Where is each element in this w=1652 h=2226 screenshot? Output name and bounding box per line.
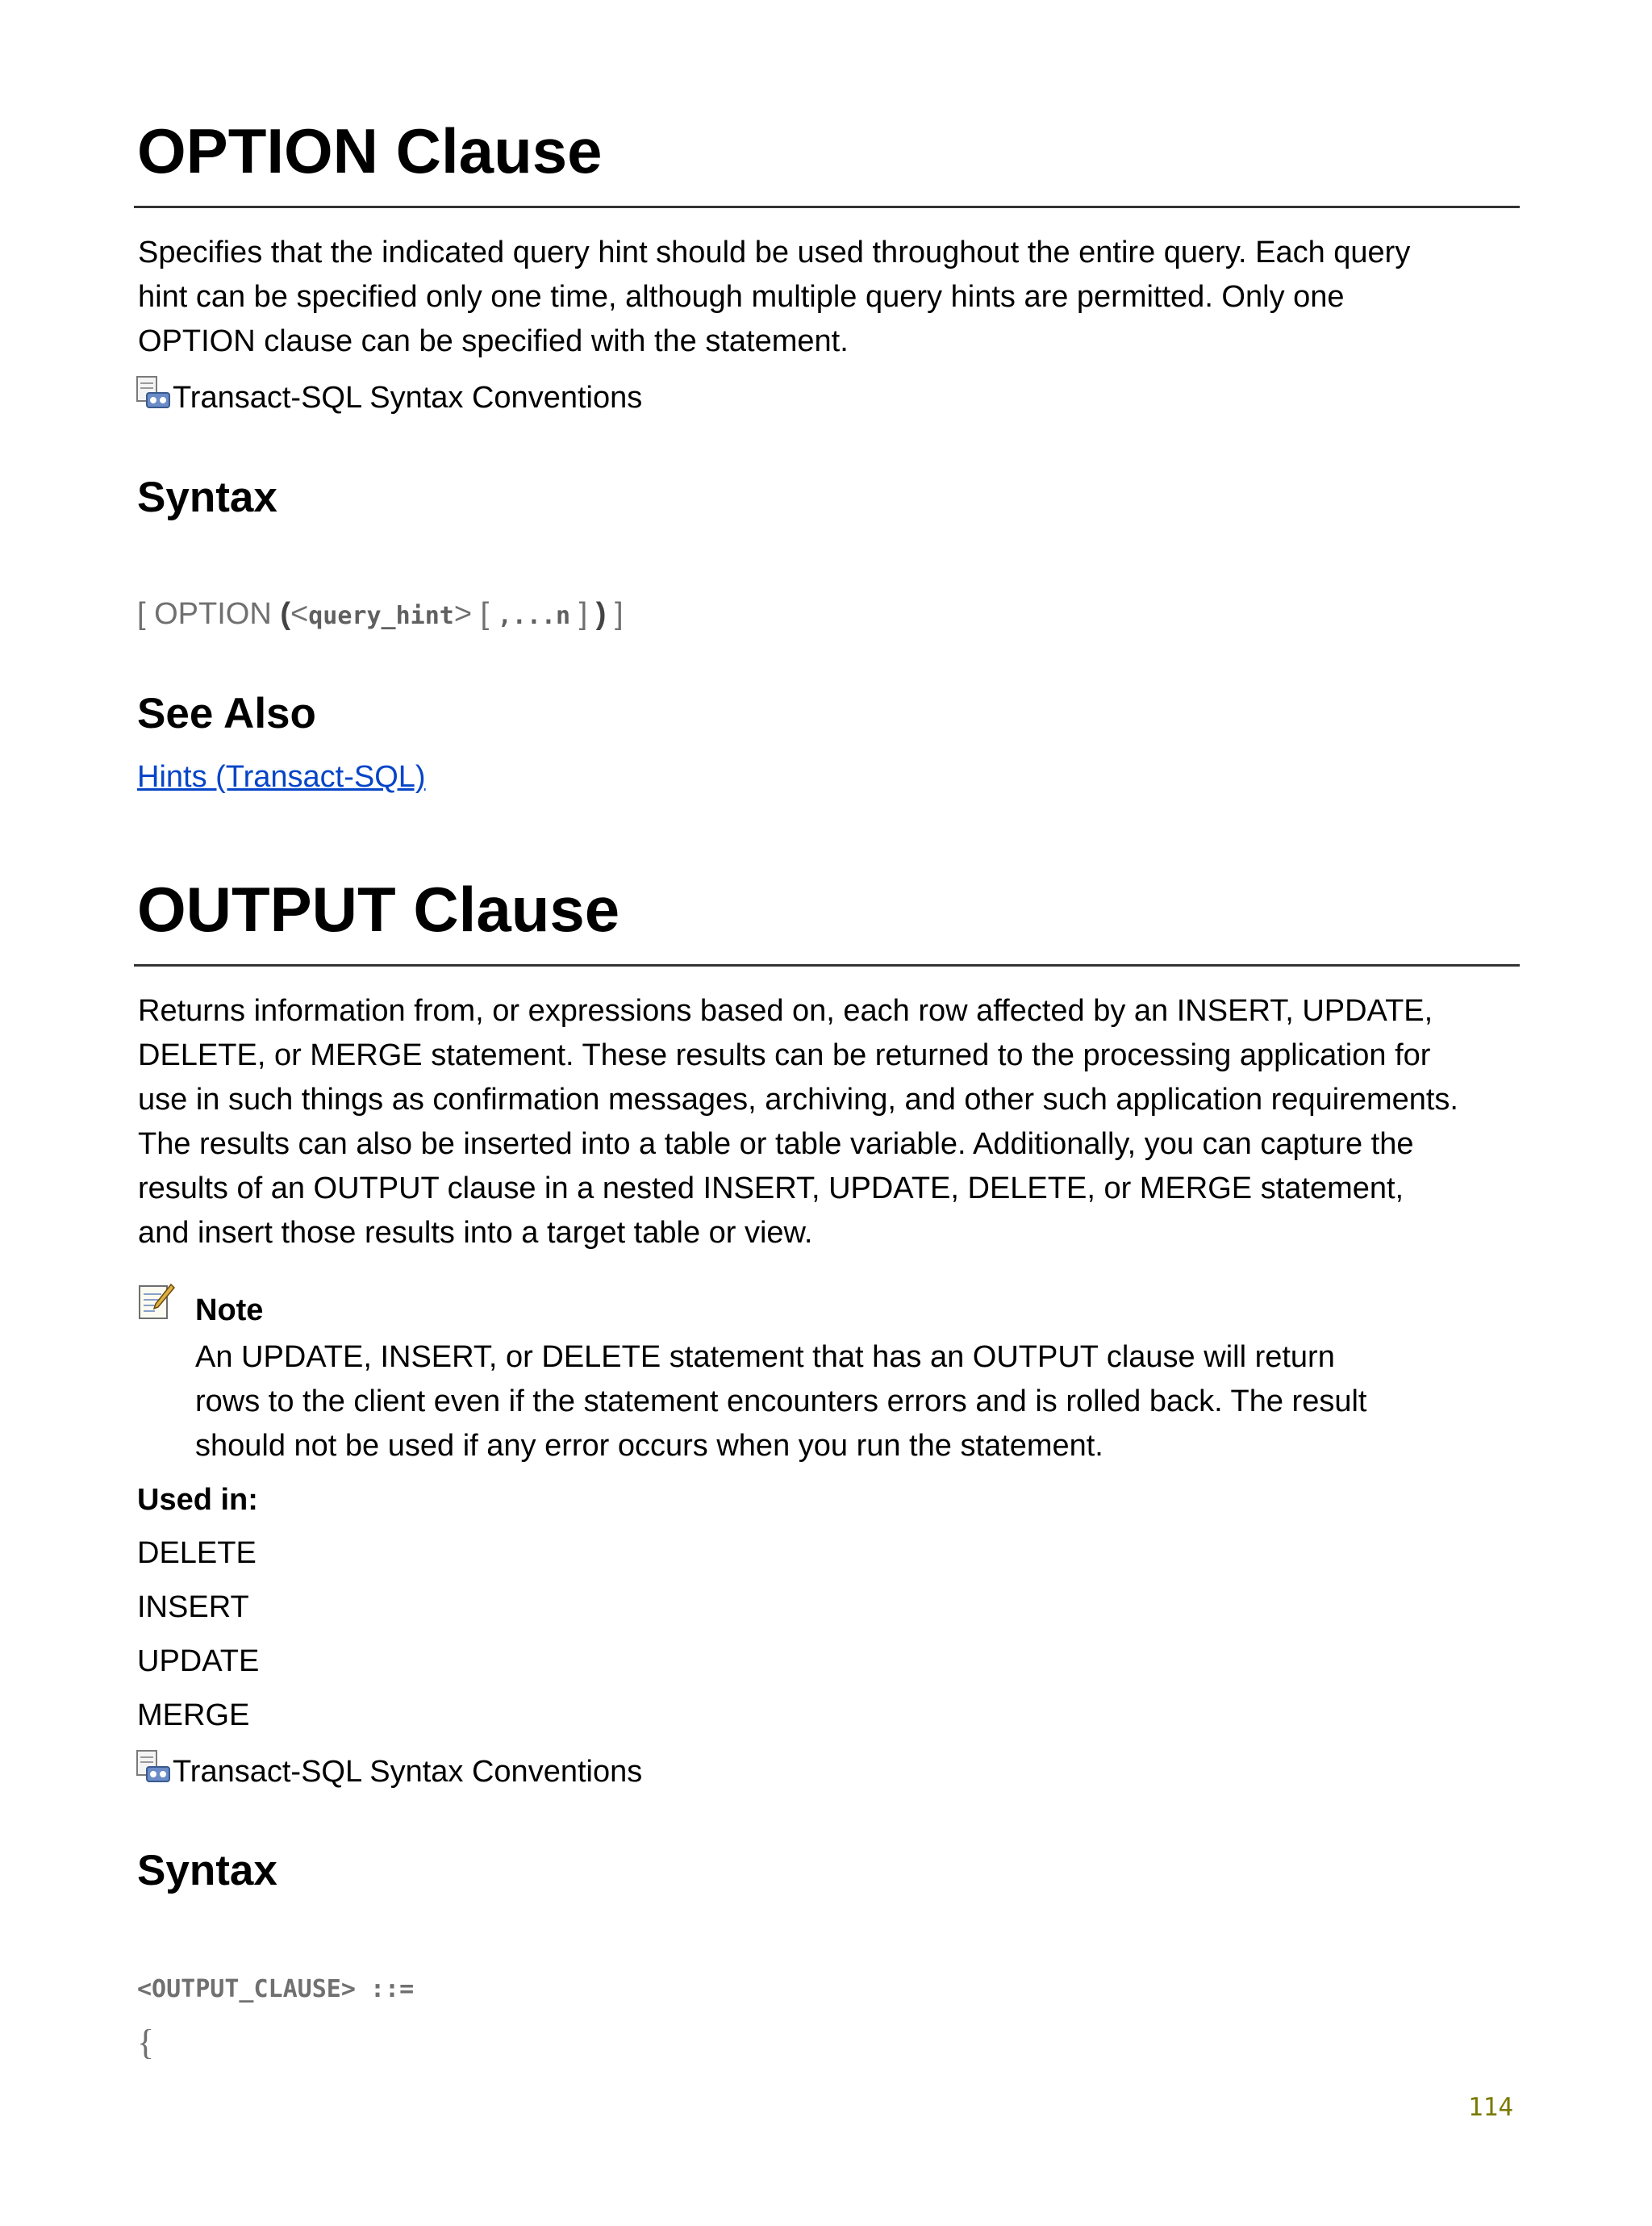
note-line: An UPDATE, INSERT, or DELETE statement that has an OUTPUT clause will return (195, 1340, 1335, 1374)
description-line: results of an OUTPUT clause in a nested INSERT, UPDATE, DELETE, or MERGE statement, (138, 1171, 1404, 1205)
option-syntax-heading: Syntax (137, 474, 277, 521)
syntax-token: ,...n (497, 602, 571, 630)
syntax-token: < (290, 597, 309, 631)
description-line: and insert those results into a target table or view. (138, 1216, 813, 1250)
syntax-token: [ OPTION (137, 597, 281, 631)
output-clause-title: OUTPUT Clause (137, 874, 620, 945)
description-line: OPTION clause can be specified with the statement. (138, 324, 849, 358)
used-in-item: DELETE (137, 1536, 257, 1570)
syntax-token: ] (570, 597, 596, 631)
page-number: 114 (1468, 2093, 1513, 2122)
note-heading: Note (195, 1293, 264, 1327)
note-body (195, 1335, 1518, 1468)
hints-link[interactable]: Hints (Transact-SQL) (137, 760, 426, 794)
used-in-item: UPDATE (137, 1644, 260, 1678)
description-line: The results can also be inserted into a table or table variable. Additionally, you can capture the (138, 1127, 1414, 1161)
used-in-item: INSERT (137, 1590, 249, 1624)
syntax-token: [ (472, 597, 498, 631)
note-line: rows to the client even if the statement encounters errors and is rolled back. The result (195, 1384, 1367, 1418)
output-conventions-link[interactable] (136, 1749, 642, 1787)
conventions-label: Transact-SQL Syntax Conventions (173, 381, 643, 415)
output-syntax-code: <OUTPUT_CLAUSE> ::= (137, 1975, 415, 2003)
used-in-item: MERGE (137, 1698, 250, 1732)
conventions-label: Transact-SQL Syntax Conventions (173, 1755, 643, 1789)
syntax-conventions-icon (136, 375, 173, 412)
option-clause-title: OPTION Clause (137, 115, 603, 186)
used-in-label: Used in: (137, 1483, 258, 1517)
syntax-token: ( (280, 597, 291, 631)
description-line: Specifies that the indicated query hint should be used throughout the entire query. Each query (138, 236, 1411, 269)
syntax-token: query_hint (308, 602, 454, 630)
syntax-token: ] (606, 597, 624, 631)
note-line: should not be used if any error occurs when you run the statement. (195, 1429, 1103, 1463)
description-line: hint can be specified only one time, although multiple query hints are permitted. Only one (138, 280, 1345, 314)
syntax-token: ) (595, 597, 607, 631)
option-conventions-link[interactable] (136, 375, 642, 413)
syntax-token: > (453, 597, 473, 631)
output-syntax-heading: Syntax (137, 1847, 277, 1894)
syntax-conventions-icon (136, 1749, 173, 1786)
output-syntax-brace: { (137, 2023, 155, 2062)
see-also-heading: See Also (137, 690, 316, 737)
option-syntax-code (137, 597, 624, 632)
description-line: DELETE, or MERGE statement. These results can be returned to the processing application for (138, 1038, 1431, 1072)
option-description (138, 231, 1525, 364)
description-line: Returns information from, or expressions based on, each row affected by an INSERT, UPDATE, (138, 994, 1433, 1028)
title-divider (134, 964, 1520, 967)
note-icon (137, 1281, 176, 1322)
title-divider (134, 206, 1520, 208)
description-line: use in such things as confirmation messages, archiving, and other such application requirements. (138, 1083, 1458, 1117)
output-description (138, 989, 1525, 1255)
